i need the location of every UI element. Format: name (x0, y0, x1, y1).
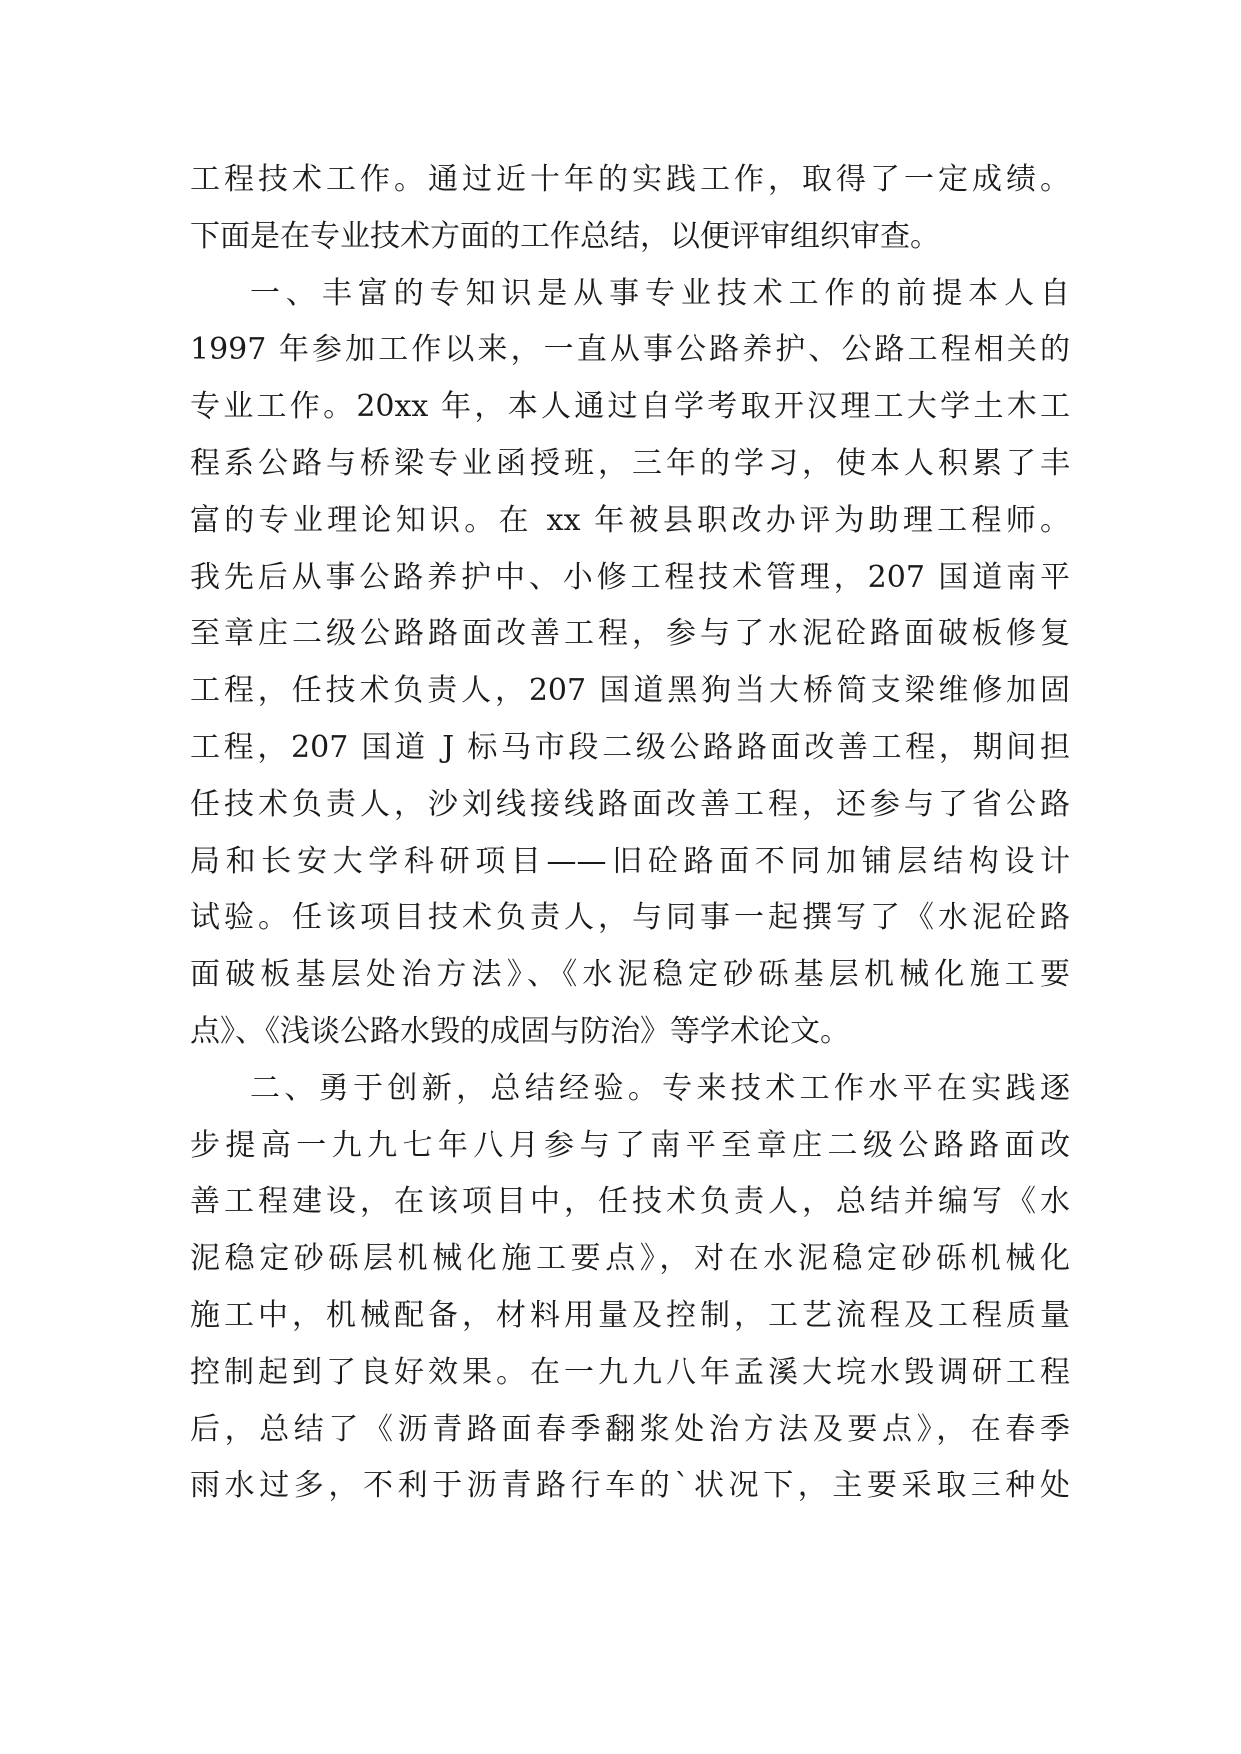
text-line: 下面是在专业技术方面的工作总结，以便评审组织审查。 (190, 218, 940, 254)
section-heading-1: 一、丰富的专知识是从事专业技术工作的前提本人自 (250, 275, 1070, 311)
text-line: 工程技术工作。通过近十年的实践工作，取得了一定成绩。 (190, 162, 1070, 197)
text-line: 富的专业理论知识。在 xx 年被县职改办评为助理工程师。 (190, 502, 1070, 538)
text-line: 局和长安大学科研项目——旧砼路面不同加铺层结构设计 (190, 843, 1070, 879)
text-line: 专业工作。20xx 年，本人通过自学考取开汉理工大学土木工 (190, 389, 1070, 425)
text-line: 控制起到了良好效果。在一九九八年孟溪大垸水毁调研工程 (190, 1354, 1070, 1390)
text-line: 任技术负责人，沙刘线接线路面改善工程，还参与了省公路 (190, 786, 1070, 822)
text-line: 步提高一九九七年八月参与了南平至章庄二级公路路面改 (190, 1127, 1070, 1163)
text-line: 后，总结了《沥青路面春季翻浆处治方法及要点》，在春季 (190, 1411, 1070, 1447)
body-text (190, 152, 1070, 1515)
text-line: 点》、《浅谈公路水毁的成固与防治》等学术论文。 (190, 1013, 850, 1049)
section-heading-2: 二、勇于创新，总结经验。专来技术工作水平在实践逐 (250, 1070, 1070, 1106)
text-line: 1997 年参加工作以来，一直从事公路养护、公路工程相关的 (190, 332, 1070, 368)
text-line: 雨水过多，不利于沥青路行车的`状况下，主要采取三种处 (190, 1468, 1070, 1504)
text-line: 泥稳定砂砾层机械化施工要点》，对在水泥稳定砂砾机械化 (190, 1241, 1070, 1277)
text-line: 施工中，机械配备，材料用量及控制，工艺流程及工程质量 (190, 1297, 1070, 1333)
text-line: 面破板基层处治方法》、《水泥稳定砂砾基层机械化施工要 (190, 957, 1070, 993)
text-line: 试验。任该项目技术负责人，与同事一起撰写了《水泥砼路 (190, 900, 1070, 936)
text-line: 至章庄二级公路路面改善工程，参与了水泥砼路面破板修复 (190, 616, 1070, 652)
text-line: 工程，任技术负责人，207 国道黑狗当大桥简支梁维修加固 (190, 673, 1070, 709)
text-line: 工程，207 国道 J 标马市段二级公路路面改善工程，期间担 (190, 729, 1070, 765)
text-line: 程系公路与桥梁专业函授班，三年的学习，使本人积累了丰 (190, 445, 1070, 481)
text-line: 善工程建设，在该项目中，任技术负责人，总结并编写《水 (190, 1184, 1070, 1220)
text-line: 我先后从事公路养护中、小修工程技术管理，207 国道南平 (190, 559, 1070, 595)
